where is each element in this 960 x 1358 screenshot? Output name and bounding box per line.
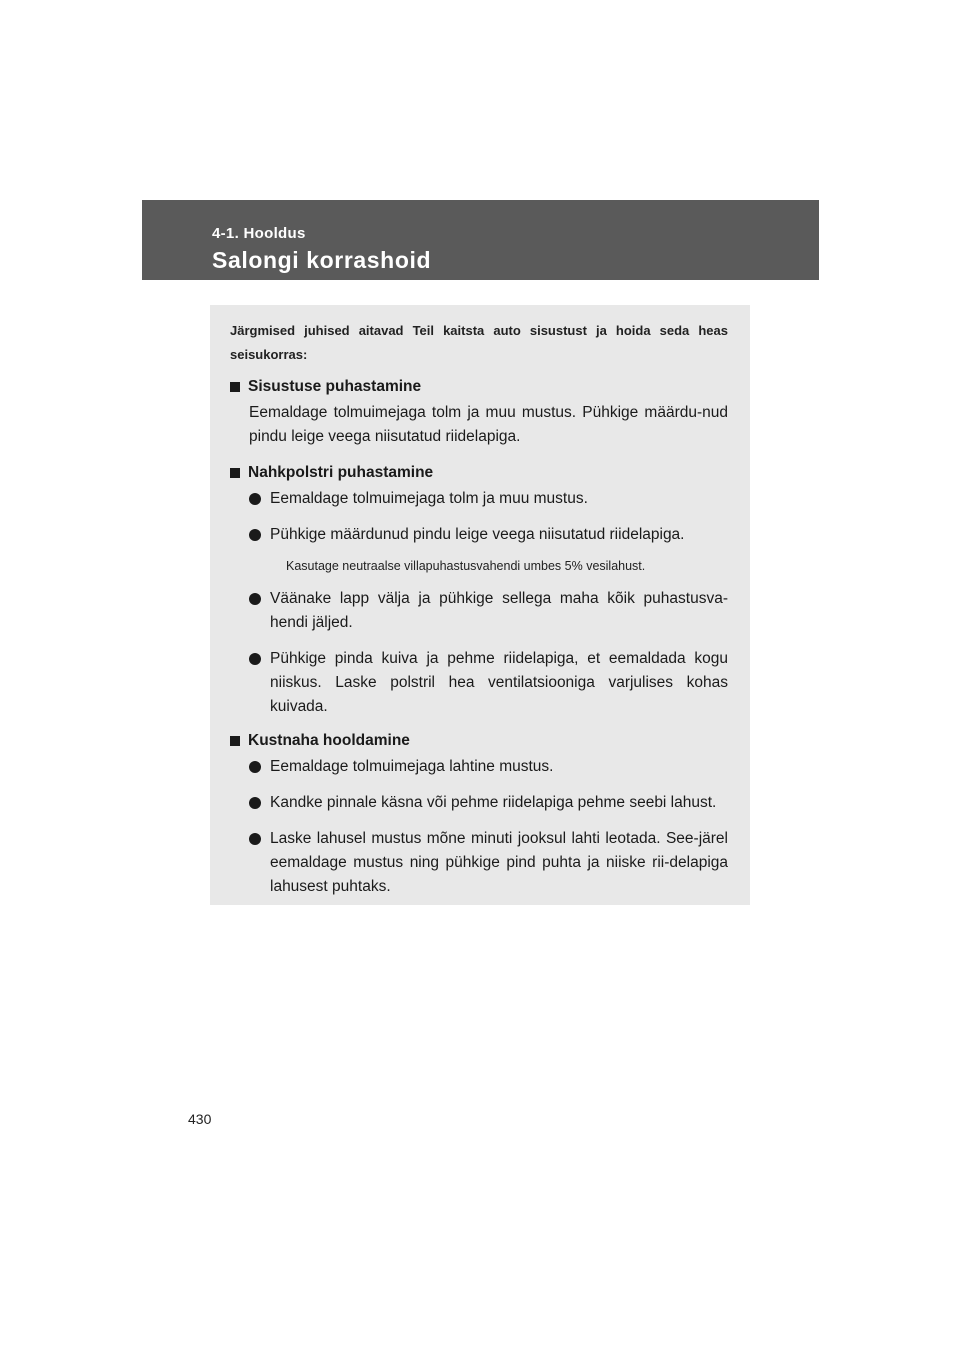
round-bullet-icon xyxy=(249,833,261,845)
list-item-text: Eemaldage tolmuimejaga lahtine mustus. xyxy=(270,758,554,775)
intro-text: Järgmised juhised aitavad Teil kaitsta auto sisustust ja hoida seda heas seisukorras: xyxy=(230,323,728,362)
page-number: 430 xyxy=(188,1111,212,1127)
section-heading-leather-cleaning xyxy=(230,463,728,483)
list-item xyxy=(249,523,728,547)
section-heading-label: Sisustuse puhastamine xyxy=(248,378,422,395)
list-item xyxy=(249,827,728,899)
round-bullet-icon xyxy=(249,797,261,809)
list-item xyxy=(249,791,728,815)
section-heading-label: Nahkpolstri puhastamine xyxy=(248,464,434,481)
round-bullet-icon xyxy=(249,653,261,665)
section-heading-label: Kustnaha hooldamine xyxy=(248,732,410,749)
list-item-text: Pühkige pinda kuiva ja pehme riidelapiga, et eemaldada kogu niiskus. Laske polstril hea ventilatsiooniga varjulises kohas kuivada. xyxy=(270,650,728,715)
list-item xyxy=(249,755,728,779)
section-heading-interior-cleaning xyxy=(230,377,728,397)
round-bullet-icon xyxy=(249,529,261,541)
round-bullet-icon xyxy=(249,493,261,505)
list-item xyxy=(249,587,728,635)
list-item-text: Kandke pinnale käsna või pehme riidelapiga pehme seebi lahust. xyxy=(270,794,717,811)
square-bullet-icon xyxy=(230,382,240,392)
section-label: 4-1. Hooldus xyxy=(212,225,306,242)
section-heading-suede-care xyxy=(230,731,728,751)
list-item-text: Väänake lapp välja ja pühkige sellega maha kõik puhastusva-hendi jäljed. xyxy=(270,590,728,631)
header-band xyxy=(142,200,819,280)
round-bullet-icon xyxy=(249,593,261,605)
round-bullet-icon xyxy=(249,761,261,773)
list-item-text: Laske lahusel mustus mõne minuti jooksul lahti leotada. See-järel eemaldage mustus ning pühkige pind puhta ja niiske rii-delapiga lahusest puhtaks. xyxy=(270,830,728,895)
square-bullet-icon xyxy=(230,736,240,746)
page-title: Salongi korrashoid xyxy=(212,247,432,273)
note-text: Kasutage neutraalse villapuhastusvahendi umbes 5% vesilahust. xyxy=(286,559,646,573)
list-item xyxy=(249,487,728,511)
content-box xyxy=(210,305,750,905)
list-item xyxy=(249,647,728,719)
section-paragraph: Eemaldage tolmuimejaga tolm ja muu mustus. Pühkige määrdu-nud pindu leige veega niisutatud riidelapiga. xyxy=(249,404,728,445)
square-bullet-icon xyxy=(230,468,240,478)
list-item-text: Pühkige määrdunud pindu leige veega niisutatud riidelapiga. xyxy=(270,526,685,543)
list-item-text: Eemaldage tolmuimejaga tolm ja muu mustus. xyxy=(270,490,588,507)
